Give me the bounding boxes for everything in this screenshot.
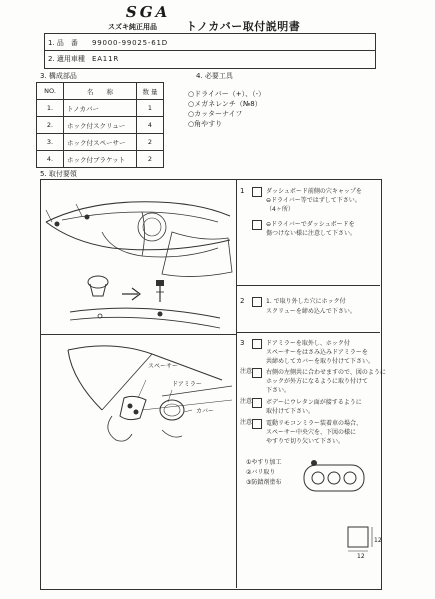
step2-line: 1. で取り外した穴にホック付 xyxy=(266,298,346,305)
cell-name: ホック付スクリュー xyxy=(64,117,137,134)
tool-item: ○ドライバー（+）、（-） xyxy=(188,90,266,98)
logo-subtitle: スズキ純正用品 xyxy=(108,23,157,31)
cell-name: ホック付スペーサー xyxy=(64,134,137,151)
step2-line: スクリューを締め込んで下さい。 xyxy=(266,308,356,315)
step3-line: 共締めしてカバーを取り付けて下さい。 xyxy=(266,358,375,365)
step1-number: 1 xyxy=(240,187,245,195)
col-name: 名 称 xyxy=(64,83,137,100)
table-row xyxy=(37,117,164,134)
cell-no: 1. xyxy=(37,100,64,117)
step3-line: スペーサーをはさみ込みドアミラーを xyxy=(266,349,368,356)
cell-no: 2. xyxy=(37,117,64,134)
note-checkbox xyxy=(252,398,262,408)
note-line: やすりで切り欠いて下さい。 xyxy=(266,438,345,445)
table-row xyxy=(37,151,164,168)
legend-item: ①やすり加工 xyxy=(246,459,282,466)
step-divider xyxy=(236,285,380,286)
note-checkbox xyxy=(252,419,262,429)
item2-value: EA11R xyxy=(92,55,119,63)
cell-no: 3. xyxy=(37,134,64,151)
sga-logo: SGA xyxy=(123,3,173,21)
page-title: トノカバー取付説明書 xyxy=(186,20,301,33)
legend-item: ②バリ取り xyxy=(246,469,276,476)
illustration-divider xyxy=(40,334,236,335)
step3-line: ドアミラーを取外し、ホック付 xyxy=(266,340,350,347)
note-line: ボデーにウレタン面が接するように xyxy=(266,399,362,406)
tool-item: ○メガネレンチ（№8） xyxy=(188,100,262,108)
step2-number: 2 xyxy=(240,297,245,305)
step1-line: （4ヶ所） xyxy=(266,206,294,213)
note-label: 注意 xyxy=(240,398,253,405)
step1-checkbox xyxy=(252,187,262,197)
item1-label: 1. 品 番 xyxy=(48,39,78,47)
cell-qty: 2 xyxy=(137,134,164,151)
legend-item: ③防錆剤塗布 xyxy=(246,479,282,486)
spacer-detail-drawing xyxy=(296,455,376,560)
item1-value: 99000-99025-61D xyxy=(92,39,168,47)
note-label: 注意 xyxy=(240,419,253,426)
cell-qty: 4 xyxy=(137,117,164,134)
note-line: ホックが外方になるように取り付けて xyxy=(266,378,369,385)
table-row xyxy=(37,100,164,117)
cell-name: ホック付ブラケット xyxy=(64,151,137,168)
parts-table xyxy=(36,82,164,168)
parts-header-row xyxy=(37,83,164,100)
note-line: 電動リモコンミラー装着車の場合、 xyxy=(266,420,363,427)
parts-heading: 3. 構成部品 xyxy=(40,72,77,80)
cell-qty: 1 xyxy=(137,100,164,117)
tools-heading: 4. 必要工具 xyxy=(196,72,233,80)
note-line: 右側の左側共に合わせますので、図のように xyxy=(266,369,386,376)
table-row xyxy=(37,134,164,151)
cell-name: トノカバー xyxy=(64,100,137,117)
item2-label: 2. 適用車種 xyxy=(48,55,85,63)
step-divider xyxy=(236,332,380,333)
step1-line: ⊖ドライバー等ではずして下さい。 xyxy=(266,197,361,204)
note-line: スペーサー中央穴を、下図の様に xyxy=(266,429,357,436)
note-line: 取付けて下さい。 xyxy=(266,408,315,415)
step1b-checkbox xyxy=(252,220,262,230)
note-line: 下さい。 xyxy=(266,387,291,394)
tool-item: ○角やすり xyxy=(188,120,223,128)
step3-number: 3 xyxy=(240,339,245,347)
car-dashboard-illustration xyxy=(42,182,234,282)
note-label: 注意 xyxy=(240,368,253,375)
step3-checkbox xyxy=(252,339,262,349)
step1b-line: 傷つけない様に注意して下さい。 xyxy=(266,230,357,237)
procedure-heading: 5. 取付要領 xyxy=(40,170,77,178)
door-mirror-illustration xyxy=(42,340,234,460)
label-cover: カバー xyxy=(196,408,215,415)
screw-install-illustration xyxy=(60,272,230,332)
note-checkbox xyxy=(252,368,262,378)
label-spacer: スペーサー xyxy=(148,363,179,370)
tool-item: ○カッターナイフ xyxy=(188,110,243,118)
cell-no: 4. xyxy=(37,151,64,168)
cell-qty: 2 xyxy=(137,151,164,168)
col-qty: 数 量 xyxy=(137,83,164,100)
info-divider xyxy=(44,50,375,51)
procedure-divider xyxy=(236,180,237,588)
step1b-line: ⊖ドライバーでダッシュボードを xyxy=(266,221,355,228)
step1-line: ダッシュボード前側の穴キャップを xyxy=(266,188,362,195)
col-no: NO. xyxy=(37,83,64,100)
dimension-horizontal: 12 xyxy=(357,553,365,560)
step2-checkbox xyxy=(252,297,262,307)
dimension-vertical: 12 xyxy=(374,537,382,544)
label-door-mirror: ドアミラー xyxy=(172,381,202,388)
